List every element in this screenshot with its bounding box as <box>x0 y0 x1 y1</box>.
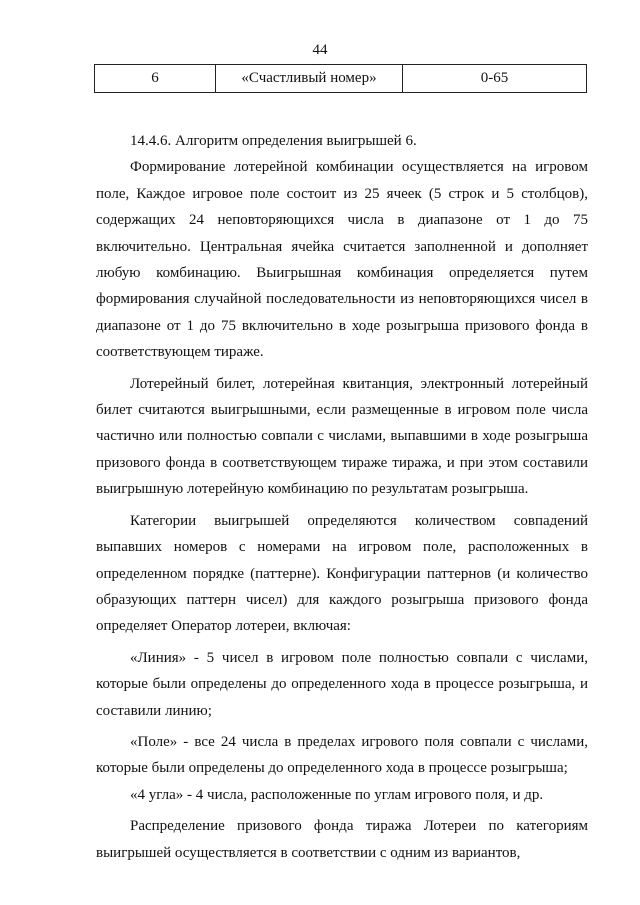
document-body <box>96 128 588 866</box>
table-cell-category: 6 <box>95 65 216 93</box>
prize-table <box>94 64 587 93</box>
paragraph: Лотерейный билет, лотерейная квитанция, электронный лотерейный билет считаются выигрышными, если размещенные в игровом поле числа частично или полностью совпали с числами, выпавшими в ходе розыгрыша призового фонда в соответствующем тираже тиража, и при этом составили выигрышную лотерейную комбинацию по результатам розыгрыша. <box>96 375 588 498</box>
table-row <box>95 65 587 93</box>
section-heading: 14.4.6. Алгоритм определения выигрышей 6. <box>130 133 417 149</box>
paragraph: «Линия» - 5 чисел в игровом поле полностью совпали с числами, которые были определены до определенного хода в процессе розыгрыша, и составили линию; <box>96 649 588 719</box>
table-cell-range: 0-65 <box>403 65 587 93</box>
paragraph: Распределение призового фонда тиража Лотереи по категориям выигрышей осуществляется в соответствии с одним из вариантов, <box>96 818 588 861</box>
table-cell-name: «Счастливый номер» <box>216 65 403 93</box>
paragraph: «4 угла» - 4 числа, расположенные по углам игрового поля, и др. <box>130 786 544 803</box>
paragraph: «Поле» - все 24 числа в пределах игрового поля совпали с числами, которые были определены до определенного хода в процессе розыгрыша; <box>96 733 588 777</box>
paragraph: Формирование лотерейной комбинации осуществляется на игровом поле, Каждое игровое поле состоит из 25 ячеек (5 строк и 5 столбцов), содержащих 24 неповторяющихся числа в диапазоне от 1 до 75 включительно. Центральная ячейка считается заполненной и дополняет любую комбинацию. Выигрышная комбинация определяется путем формирования случайной последовательности из неповторяющихся чисел в диапазоне от 1 до 75 включительно в ходе розыгрыша призового фонда в соответствующем тираже. <box>96 159 588 361</box>
page-number: 44 <box>312 42 328 58</box>
paragraph: Категории выигрышей определяются количеством совпадений выпавших номеров с номерами на игровом поле, расположенных в определенном порядке (паттерне). Конфигурации паттернов (и количество образующих паттерн чисел) для каждого розыгрыша призового фонда определяет Оператор лотереи, включая: <box>96 512 588 635</box>
